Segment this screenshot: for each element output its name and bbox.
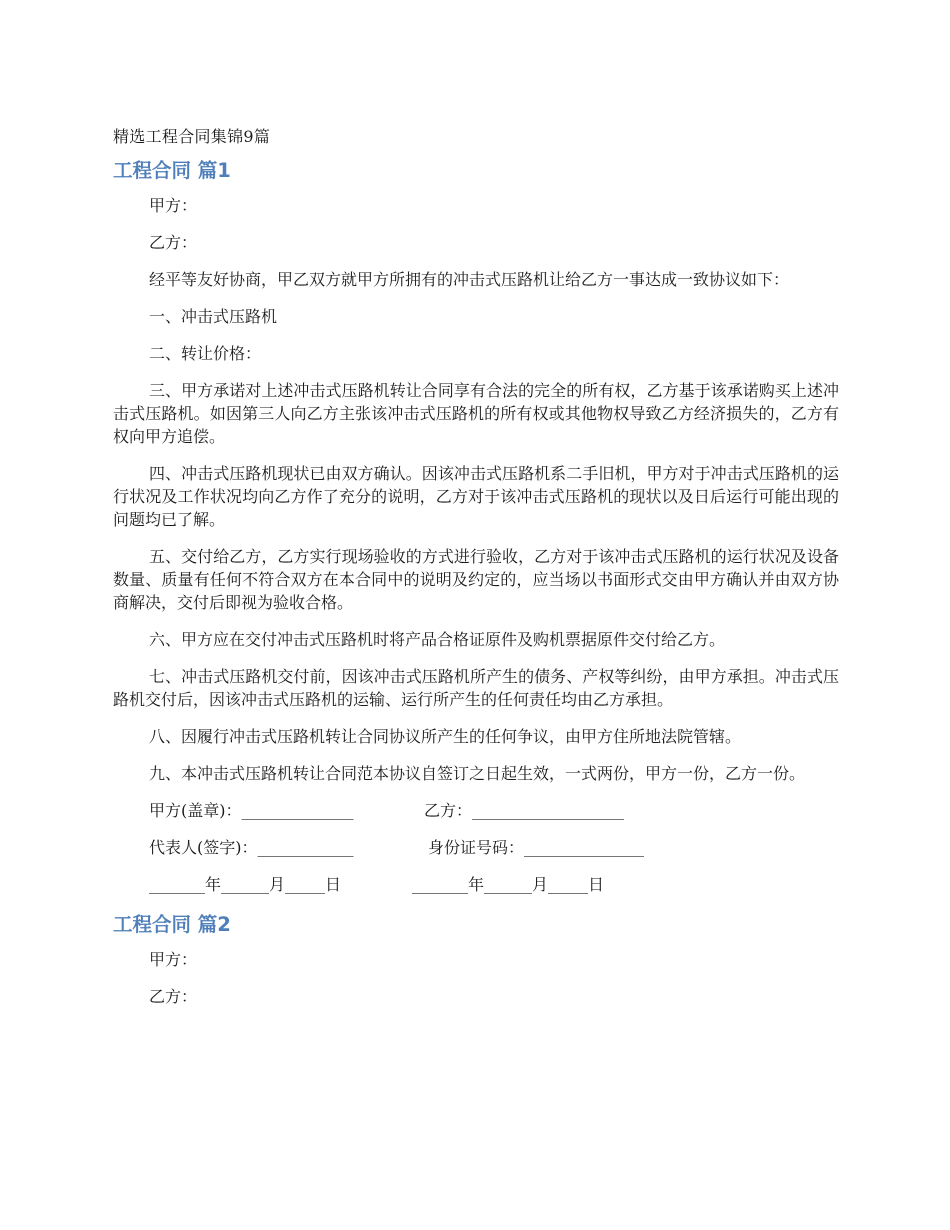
contract-paragraph: 八、因履行冲击式压路机转让合同协议所产生的任何争议，由甲方住所地法院管辖。 bbox=[149, 727, 742, 746]
party-b-label: 乙方： bbox=[149, 987, 198, 1006]
id-number-line: 身份证号码：_______________ bbox=[428, 838, 645, 857]
document-page bbox=[113, 124, 839, 1022]
section-heading-2: 工程合同 篇2 bbox=[113, 913, 231, 936]
section-heading-1: 工程合同 篇1 bbox=[113, 159, 231, 182]
contract-paragraph: 四、冲击式压路机现状已由双方确认。因该冲击式压路机系二手旧机，甲方对于冲击式压路机的运行状况及工作状况均向乙方作了充分的说明，乙方对于该冲击式压路机的现状以及日后运行可能出现的问题均已了解。 bbox=[113, 464, 839, 529]
party-a-label: 甲方： bbox=[149, 950, 198, 969]
date-line-left: _______年______月_____日 bbox=[149, 875, 342, 894]
signature-row bbox=[113, 836, 839, 859]
representative-signature-line: 代表人(签字)：____________ bbox=[149, 838, 354, 857]
contract-paragraph: 七、冲击式压路机交付前，因该冲击式压路机所产生的债务、产权等纠纷，由甲方承担。冲击式压路机交付后，因该冲击式压路机的运输、运行所产生的任何责任均由乙方承担。 bbox=[113, 667, 839, 709]
signature-row bbox=[113, 873, 839, 896]
party-b-label: 乙方： bbox=[149, 233, 198, 252]
contract-paragraph: 五、交付给乙方，乙方实行现场验收的方式进行验收，乙方对于该冲击式压路机的运行状况及设备数量、质量有任何不符合双方在本合同中的说明及约定的，应当场以书面形式交由甲方确认并由双方协商解决，交付后即视为验收合格。 bbox=[113, 547, 839, 612]
document-title: 精选工程合同集锦9篇 bbox=[113, 127, 271, 146]
date-line-right: _______年______月_____日 bbox=[412, 875, 605, 894]
contract-paragraph: 三、甲方承诺对上述冲击式压路机转让合同享有合法的完全的所有权，乙方基于该承诺购买上述冲击式压路机。如因第三人向乙方主张该冲击式压路机的所有权或其他物权导致乙方经济损失的，乙方有权向甲方追偿。 bbox=[113, 381, 839, 446]
party-a-seal-line: 甲方(盖章)：______________ bbox=[149, 801, 354, 820]
contract-paragraph: 九、本冲击式压路机转让合同范本协议自签订之日起生效，一式两份，甲方一份，乙方一份。 bbox=[149, 764, 806, 783]
contract-paragraph: 经平等友好协商，甲乙双方就甲方所拥有的冲击式压路机让给乙方一事达成一致协议如下： bbox=[149, 270, 790, 289]
party-a-label: 甲方： bbox=[149, 196, 198, 215]
signature-row bbox=[113, 799, 839, 822]
contract-paragraph: 六、甲方应在交付冲击式压路机时将产品合格证原件及购机票据原件交付给乙方。 bbox=[149, 630, 726, 649]
contract-paragraph: 二、转让价格： bbox=[149, 344, 262, 363]
party-b-line: 乙方：___________________ bbox=[424, 801, 625, 820]
contract-paragraph: 一、冲击式压路机 bbox=[149, 307, 278, 326]
